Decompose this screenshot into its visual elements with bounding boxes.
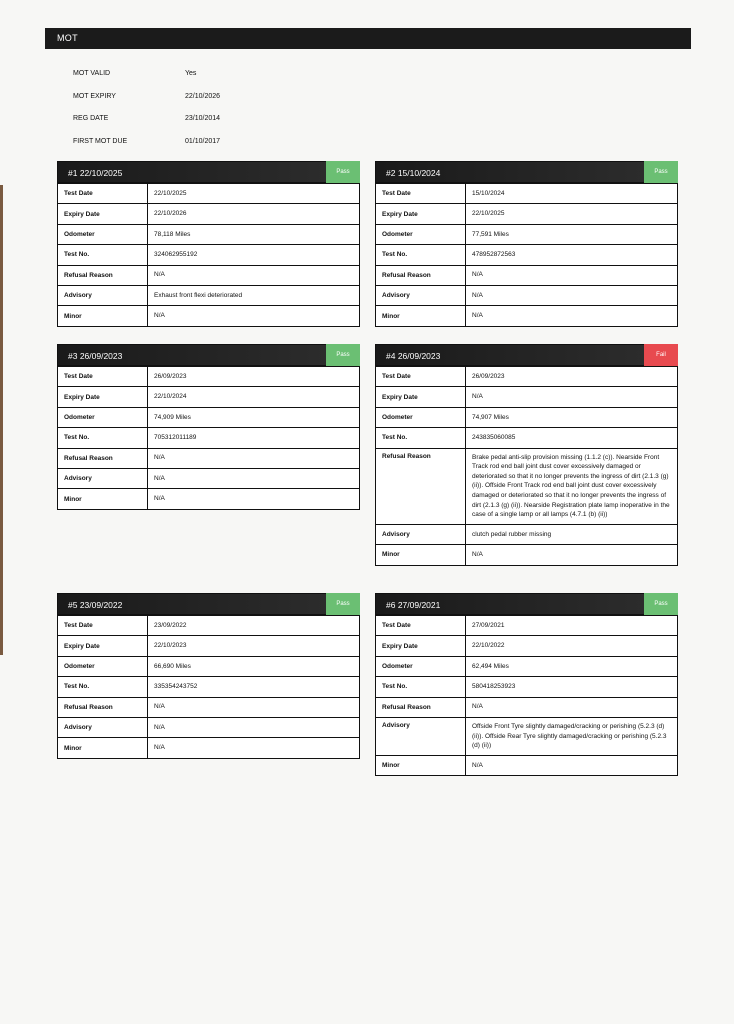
test-no-value: 580418253923 xyxy=(466,677,678,697)
summary-value: 23/10/2014 xyxy=(185,115,221,122)
table-row xyxy=(376,387,678,407)
table-row xyxy=(58,204,360,224)
table-row xyxy=(58,677,360,697)
row-label: Refusal Reason xyxy=(376,448,466,524)
test-no-value: 705312011189 xyxy=(148,428,360,448)
row-label: Advisory xyxy=(58,285,148,305)
mot-test-table xyxy=(375,183,678,327)
refusal-reason-value: N/A xyxy=(466,697,678,717)
table-row xyxy=(58,468,360,488)
row-label: Odometer xyxy=(58,407,148,427)
row-label: Test Date xyxy=(58,616,148,636)
mot-test-card-3 xyxy=(57,344,360,510)
row-label: Odometer xyxy=(376,224,466,244)
table-row xyxy=(376,755,678,775)
mot-test-card-2 xyxy=(375,161,678,327)
row-label: Test Date xyxy=(376,616,466,636)
row-label: Advisory xyxy=(376,717,466,755)
table-row xyxy=(376,184,678,204)
table-row xyxy=(376,224,678,244)
row-label: Test No. xyxy=(376,677,466,697)
row-label: Advisory xyxy=(58,468,148,488)
odometer-value: 62,494 Miles xyxy=(466,656,678,676)
table-row xyxy=(376,367,678,387)
advisory-value: N/A xyxy=(148,468,360,488)
mot-test-title: #2 15/10/2024 xyxy=(386,168,441,178)
test-date-value: 26/09/2023 xyxy=(466,367,678,387)
row-label: Advisory xyxy=(376,285,466,305)
minor-value: N/A xyxy=(148,306,360,326)
refusal-reason-value: Brake pedal anti-slip provision missing (1.1.2 (c)). Nearside Front Track rod end ball joint dust cover excessively damaged or deteriorated so that it no longer prevents the ingress of dirt (2.1.3 (g) (ii)). Offside Front Track rod end ball joint dust cover excessively damaged or deteriorated so that it no longer prevents the ingress of dirt (2.1.3 (g) (ii)). Nearside Registration plate lamp inoperative in the case of a single lamp or all lamps (4.7.1 (b) (ii)) xyxy=(466,448,678,524)
table-row xyxy=(58,285,360,305)
mot-test-header xyxy=(375,344,678,366)
row-label: Test Date xyxy=(376,184,466,204)
test-date-value: 15/10/2024 xyxy=(466,184,678,204)
row-label: Refusal Reason xyxy=(376,697,466,717)
result-badge: Pass xyxy=(326,344,360,366)
mot-test-table xyxy=(375,366,678,566)
table-row xyxy=(376,306,678,326)
row-label: Refusal Reason xyxy=(58,448,148,468)
row-label: Expiry Date xyxy=(376,636,466,656)
row-label: Test No. xyxy=(58,428,148,448)
table-row xyxy=(376,616,678,636)
minor-value: N/A xyxy=(466,755,678,775)
section-header xyxy=(45,28,691,49)
row-label: Advisory xyxy=(58,717,148,737)
row-label: Expiry Date xyxy=(376,204,466,224)
table-row xyxy=(58,265,360,285)
mot-test-title: #5 23/09/2022 xyxy=(68,600,123,610)
row-label: Test No. xyxy=(376,428,466,448)
table-row xyxy=(58,184,360,204)
odometer-value: 66,690 Miles xyxy=(148,656,360,676)
row-label: Test Date xyxy=(58,367,148,387)
expiry-date-value: 22/10/2025 xyxy=(466,204,678,224)
row-label: Test Date xyxy=(376,367,466,387)
table-row xyxy=(58,367,360,387)
row-label: Expiry Date xyxy=(58,387,148,407)
row-label: Minor xyxy=(58,738,148,758)
row-label: Refusal Reason xyxy=(376,265,466,285)
row-label: Odometer xyxy=(376,407,466,427)
table-row xyxy=(58,387,360,407)
mot-test-header xyxy=(375,161,678,183)
result-badge: Pass xyxy=(644,593,678,615)
table-row xyxy=(376,448,678,524)
table-row xyxy=(58,407,360,427)
table-row xyxy=(58,697,360,717)
mot-test-card-6 xyxy=(375,593,678,776)
summary-label: MOT EXPIRY xyxy=(73,92,116,100)
mot-test-header xyxy=(375,593,678,615)
expiry-date-value: 22/10/2022 xyxy=(466,636,678,656)
test-date-value: 27/09/2021 xyxy=(466,616,678,636)
mot-test-header xyxy=(57,344,360,366)
table-row xyxy=(376,265,678,285)
table-row xyxy=(58,738,360,758)
result-badge: Fail xyxy=(644,344,678,366)
table-row xyxy=(376,545,678,565)
test-no-value: 335354243752 xyxy=(148,677,360,697)
mot-test-card-5 xyxy=(57,593,360,759)
table-row xyxy=(376,204,678,224)
result-badge: Pass xyxy=(644,161,678,183)
row-label: Refusal Reason xyxy=(58,265,148,285)
mot-test-table xyxy=(57,183,360,327)
mot-test-header xyxy=(57,593,360,615)
mot-test-title: #1 22/10/2025 xyxy=(68,168,123,178)
test-no-value: 324062955192 xyxy=(148,245,360,265)
table-row xyxy=(376,677,678,697)
table-row xyxy=(58,616,360,636)
row-label: Expiry Date xyxy=(376,387,466,407)
refusal-reason-value: N/A xyxy=(148,448,360,468)
expiry-date-value: 22/10/2023 xyxy=(148,636,360,656)
expiry-date-value: 22/10/2024 xyxy=(148,387,360,407)
row-label: Test No. xyxy=(58,245,148,265)
advisory-value: Offside Front Tyre slightly damaged/cracking or perishing (5.2.3 (d) (ii)). Offside Rear Tyre slightly damaged/cracking or perishing (5.2.3 (d) (ii)) xyxy=(466,717,678,755)
row-label: Test Date xyxy=(58,184,148,204)
odometer-value: 77,591 Miles xyxy=(466,224,678,244)
test-date-value: 26/09/2023 xyxy=(148,367,360,387)
mot-test-title: #4 26/09/2023 xyxy=(386,351,441,361)
summary-row-mot-valid xyxy=(73,70,373,93)
row-label: Minor xyxy=(376,755,466,775)
page-edge-mark xyxy=(0,185,3,655)
row-label: Advisory xyxy=(376,524,466,544)
result-badge: Pass xyxy=(326,161,360,183)
table-row xyxy=(58,306,360,326)
result-badge: Pass xyxy=(326,593,360,615)
expiry-date-value: N/A xyxy=(466,387,678,407)
summary-row-first-mot-due xyxy=(73,138,373,161)
table-row xyxy=(58,656,360,676)
table-row xyxy=(58,717,360,737)
summary-row-reg-date xyxy=(73,115,373,138)
mot-test-card-4 xyxy=(375,344,678,566)
row-label: Refusal Reason xyxy=(58,697,148,717)
row-label: Expiry Date xyxy=(58,204,148,224)
refusal-reason-value: N/A xyxy=(148,265,360,285)
advisory-value: Exhaust front flexi deteriorated xyxy=(148,285,360,305)
row-label: Minor xyxy=(376,306,466,326)
summary-label: REG DATE xyxy=(73,115,109,122)
mot-test-table xyxy=(57,615,360,759)
table-row xyxy=(376,697,678,717)
table-row xyxy=(58,428,360,448)
row-label: Odometer xyxy=(58,656,148,676)
table-row xyxy=(58,636,360,656)
row-label: Expiry Date xyxy=(58,636,148,656)
table-row xyxy=(58,448,360,468)
odometer-value: 78,118 Miles xyxy=(148,224,360,244)
row-label: Test No. xyxy=(58,677,148,697)
table-row xyxy=(376,524,678,544)
row-label: Test No. xyxy=(376,245,466,265)
test-no-value: 478952872563 xyxy=(466,245,678,265)
mot-test-card-1 xyxy=(57,161,360,327)
expiry-date-value: 22/10/2026 xyxy=(148,204,360,224)
table-row xyxy=(376,407,678,427)
mot-test-title: #6 27/09/2021 xyxy=(386,600,441,610)
minor-value: N/A xyxy=(148,489,360,509)
minor-value: N/A xyxy=(466,306,678,326)
table-row xyxy=(58,245,360,265)
mot-test-table xyxy=(375,615,678,776)
minor-value: N/A xyxy=(148,738,360,758)
odometer-value: 74,907 Miles xyxy=(466,407,678,427)
mot-test-header xyxy=(57,161,360,183)
table-row xyxy=(58,489,360,509)
odometer-value: 74,909 Miles xyxy=(148,407,360,427)
table-row xyxy=(58,224,360,244)
summary-value: Yes xyxy=(185,70,197,77)
refusal-reason-value: N/A xyxy=(148,697,360,717)
test-date-value: 23/09/2022 xyxy=(148,616,360,636)
table-row xyxy=(376,245,678,265)
section-title: MOT xyxy=(57,33,78,43)
test-date-value: 22/10/2025 xyxy=(148,184,360,204)
minor-value: N/A xyxy=(466,545,678,565)
row-label: Minor xyxy=(376,545,466,565)
row-label: Odometer xyxy=(58,224,148,244)
advisory-value: clutch pedal rubber missing xyxy=(466,524,678,544)
summary-value: 01/10/2017 xyxy=(185,137,221,145)
mot-test-title: #3 26/09/2023 xyxy=(68,351,123,361)
summary-value: 22/10/2026 xyxy=(185,92,221,100)
row-label: Odometer xyxy=(376,656,466,676)
mot-summary xyxy=(73,70,373,160)
table-row xyxy=(376,428,678,448)
table-row xyxy=(376,636,678,656)
advisory-value: N/A xyxy=(466,285,678,305)
table-row xyxy=(376,285,678,305)
table-row xyxy=(376,656,678,676)
table-row xyxy=(376,717,678,755)
summary-row-mot-expiry xyxy=(73,93,373,116)
test-no-value: 243835060085 xyxy=(466,428,678,448)
mot-test-table xyxy=(57,366,360,510)
summary-label: FIRST MOT DUE xyxy=(73,137,128,145)
refusal-reason-value: N/A xyxy=(466,265,678,285)
advisory-value: N/A xyxy=(148,717,360,737)
row-label: Minor xyxy=(58,489,148,509)
row-label: Minor xyxy=(58,306,148,326)
summary-label: MOT VALID xyxy=(73,70,111,77)
